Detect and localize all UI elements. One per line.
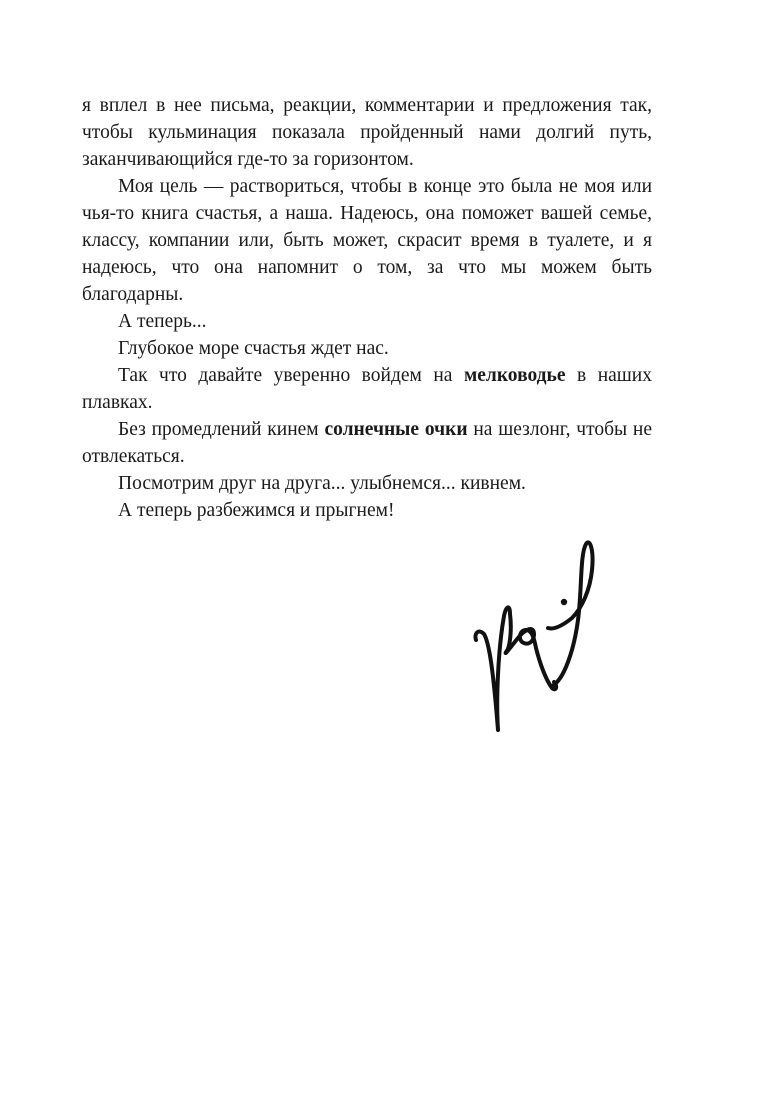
- paragraph-8-text: А теперь разбежимся и прыгнем!: [118, 500, 395, 521]
- body-text: [82, 92, 652, 524]
- paragraph-6-text-end: на шезлонг, чтобы не отвлекаться.: [82, 419, 652, 467]
- signature-dot: [561, 599, 567, 605]
- paragraph-7: [82, 470, 652, 497]
- paragraph-8: [82, 497, 652, 524]
- paragraph-4-text: Глубокое море счастья ждет нас.: [118, 338, 389, 359]
- paragraph-5: [82, 362, 652, 416]
- paragraph-3: [82, 308, 652, 335]
- paragraph-1: [82, 92, 652, 173]
- paragraph-2-text: Моя цель — раствориться, чтобы в конце это была не моя или чья-то книга счастья, а наша. Надеюсь, она поможет вашей семье, классу, компании или, быть может, скрасит время в туалете, и я надеюсь, что она напомнит о том, за что мы можем быть благодарны.: [82, 176, 652, 305]
- signature-stroke-main: [475, 607, 556, 730]
- paragraph-1-text: я вплел в нее письма, реакции, комментарии и предложения так, чтобы кульминация показала пройденный нами долгий путь, заканчивающийся где-то за горизонтом.: [82, 95, 652, 170]
- paragraph-7-text: Посмотрим друг на друга... улыбнемся... кивнем.: [118, 473, 526, 494]
- signature-stroke-loop: [548, 542, 593, 686]
- paragraph-2: [82, 173, 652, 308]
- bold-term-shallows: мелководье: [463, 365, 566, 386]
- paragraph-5-text-start: Так что давайте уверенно войдем на: [118, 365, 464, 386]
- paragraph-6: [82, 416, 652, 470]
- paragraph-3-text: А теперь...: [118, 311, 207, 332]
- paragraph-6-text-start: Без промедлений кинем: [118, 419, 325, 440]
- bold-term-sunglasses: солнечные очки: [324, 419, 468, 440]
- handwritten-signature: [460, 530, 610, 740]
- paragraph-5-text-end: в наших плавках.: [82, 365, 652, 413]
- paragraph-4: [82, 335, 652, 362]
